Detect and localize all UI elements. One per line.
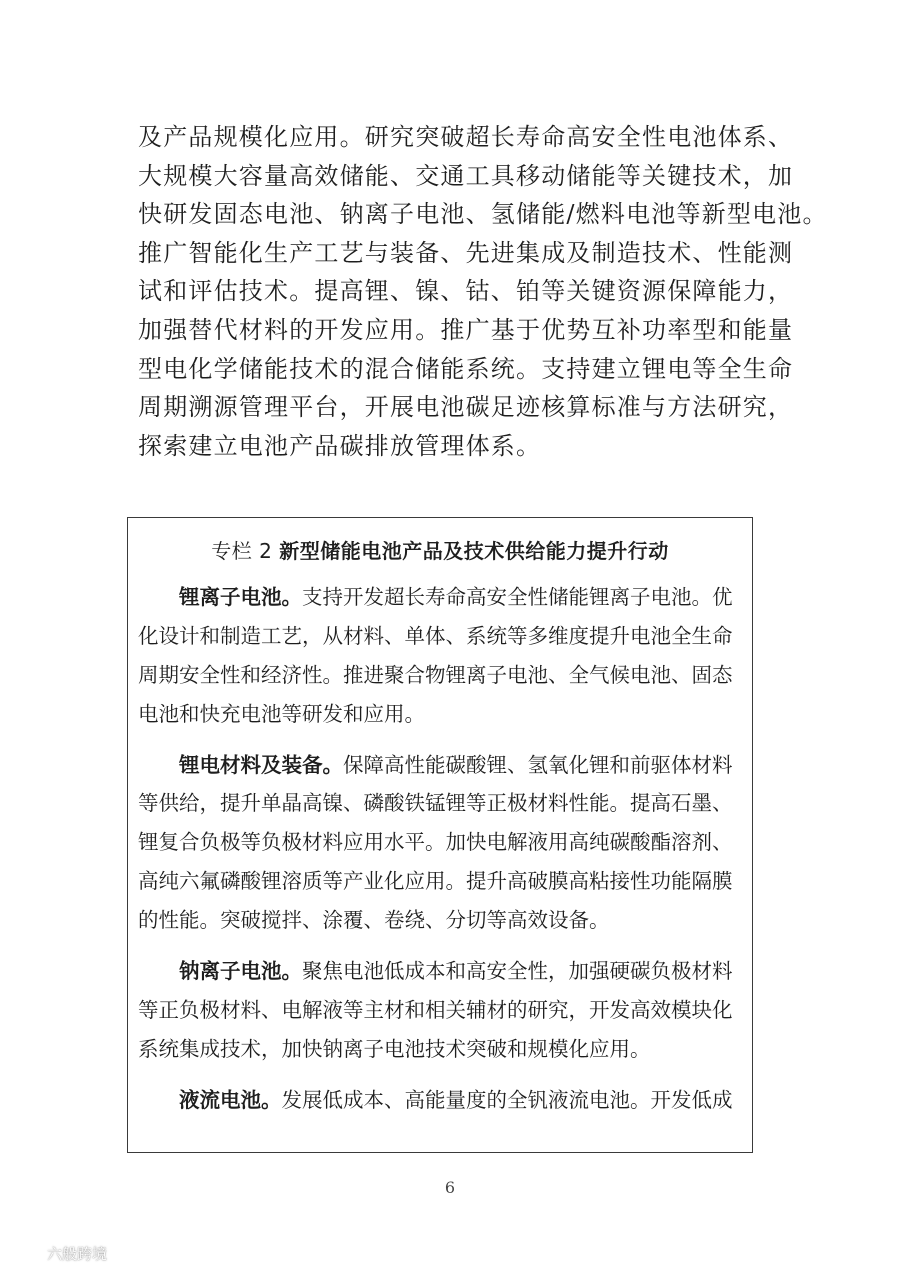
box-paragraph: [138, 1081, 744, 1120]
paragraph-line: 的性能。突破搅拌、涂覆、卷绕、分切等高效设备。: [138, 908, 610, 933]
paragraph-first-line-text: 聚焦电池低成本和高安全性，加强硬碳负极材料: [302, 959, 733, 984]
paragraph-lead: 液流电池。: [179, 1087, 282, 1112]
watermark-text: 六般跨境: [47, 1245, 108, 1263]
paragraph-line: 电池和快充电池等研发和应用。: [138, 701, 425, 726]
box-title: [128, 535, 752, 564]
box-title-prefix: 专栏 2: [211, 539, 273, 563]
box-title-text: 新型储能电池产品及技术供给能力提升行动: [279, 539, 669, 563]
chat-bubble-logo-icon: [10, 1244, 44, 1264]
box-body: [138, 578, 744, 1132]
body-line: 及产品规模化应用。研究突破超长寿命高安全性电池体系、: [138, 123, 794, 151]
paragraph-line: 系统集成技术，加快钠离子电池技术突破和规模化应用。: [138, 1036, 651, 1061]
page-number: 6: [444, 1178, 456, 1197]
paragraph-first-line: [138, 578, 744, 617]
body-text: [138, 118, 828, 465]
paragraph-first-line-text: 保障高性能碳酸锂、氢氧化锂和前驱体材料: [343, 752, 733, 777]
body-line: 探索建立电池产品碳排放管理体系。: [138, 431, 542, 460]
paragraph-first-line: [138, 952, 744, 991]
body-line: 周期溯源管理平台，开展电池碳足迹核算标准与方法研究，: [138, 393, 794, 422]
paragraph-lead: 锂离子电池。: [179, 585, 302, 609]
body-line: 快研发固态电池、钠离子电池、氢储能/燃料电池等新型电池。: [138, 200, 828, 229]
body-line: 试和评估技术。提高锂、镍、钴、铂等关键资源保障能力，: [138, 277, 794, 306]
special-column-box: [127, 517, 753, 1153]
body-line: 型电化学储能技术的混合储能系统。支持建立锂电等全生命: [138, 354, 794, 383]
box-paragraph: [138, 746, 744, 940]
paragraph-line: 化设计和制造工艺，从材料、单体、系统等多维度提升电池全生命: [138, 623, 733, 648]
paragraph-lead: 钠离子电池。: [179, 959, 302, 984]
paragraph-lead: 锂电材料及装备。: [179, 752, 343, 777]
paragraph-first-line: [138, 1081, 744, 1120]
body-line: 推广智能化生产工艺与装备、先进集成及制造技术、性能测: [138, 238, 794, 267]
body-line: 大规模大容量高效储能、交通工具移动储能等关键技术，加: [138, 161, 794, 190]
paragraph-line: 高纯六氟磷酸锂溶质等产业化应用。提升高破膜高粘接性功能隔膜: [138, 869, 733, 894]
body-line: 加强替代材料的开发应用。推广基于优势互补功率型和能量: [138, 315, 794, 344]
paragraph-line: 锂复合负极等负极材料应用水平。加快电解液用高纯碳酸酯溶剂、: [138, 830, 733, 855]
paragraph-line: 等供给，提升单晶高镍、磷酸铁锰锂等正极材料性能。提高石墨、: [138, 791, 733, 816]
watermark: [10, 1243, 107, 1264]
box-paragraph: [138, 578, 744, 734]
paragraph-first-line-text: 支持开发超长寿命高安全性储能锂离子电池。优: [302, 585, 733, 609]
box-paragraph: [138, 952, 744, 1069]
paragraph-line: 周期安全性和经济性。推进聚合物锂离子电池、全气候电池、固态: [138, 662, 733, 687]
paragraph-first-line-text: 发展低成本、高能量度的全钒液流电池。开发低成: [281, 1087, 733, 1112]
paragraph-line: 等正负极材料、电解液等主材和相关辅材的研究，开发高效模块化: [138, 997, 733, 1022]
paragraph-first-line: [138, 746, 744, 785]
